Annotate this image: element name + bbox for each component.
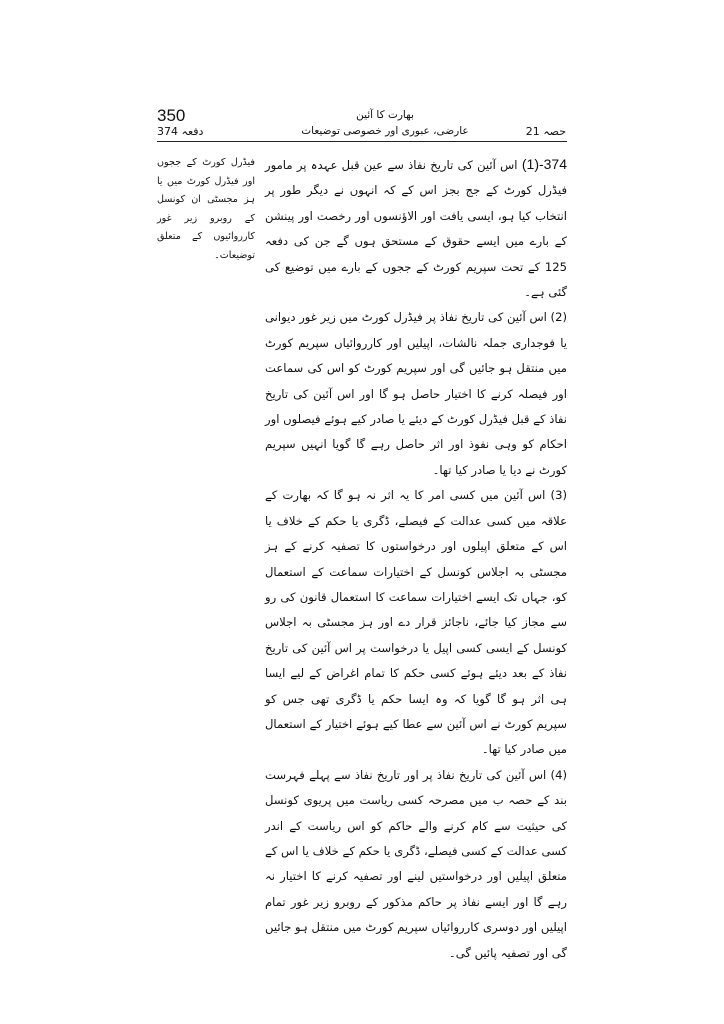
clause-2: (2) اس آئین کی تاریخ نفاذ پر فیڈرل کورٹ میں زیر غور دیوانی یا فوجداری جملہ نالشات، اپیلیں اور کارروائیاں سپریم کورٹ میں منتقل ہو جائیں گی اور سپریم کورٹ کو اس کی سماعت اور فیصلہ کرنے کا اختیار حاصل ہو گا اور اس آئین کی تاریخ نفاذ کے قبل فیڈرل کورٹ کے دیئے یا صادر کیے ہوئے فیصلوں اور احکام کو وہی نفوذ اور اثر حاصل رہے گا گویا انہیں سپریم کورٹ نے دیا یا صادر کیا تھا۔ <box>265 310 567 477</box>
article-label: دفعہ 374 <box>157 125 204 138</box>
running-title: بھارت کا آئین <box>356 109 414 121</box>
running-subtitle: عارضی، عبوری اور خصوصی توضیعات <box>301 125 469 137</box>
clause-1-text: اس آئین کی تاریخ نفاذ سے عین قبل عہدہ پر مامور فیڈرل کورٹ کے جج بجز اس کے کہ انہوں نے دیگر طور پر انتخاب کیا ہو، ایسی یافت اور الاؤنسوں اور رخصت اور پینشن کے بارے میں ایسے حقوق کے مستحق ہوں گے جن کی دفعہ 125 کے تحت سپریم کورٹ کے ججوں کے بارے میں توضیع کی گئی ہے۔ <box>265 158 567 300</box>
header-divider <box>157 141 567 142</box>
clause-3: (3) اس آئین میں کسی امر کا یہ اثر نہ ہو گا کہ بھارت کے علاقہ میں کسی عدالت کے فیصلے، ڈگری یا حکم کے خلاف یا اس کے متعلق اپیلوں اور درخواستوں کا تصفیہ کرنے کے ہز مجسٹی بہ اجلاس کونسل کے اختیارات سماعت کے استعمال کو، جہاں تک ایسے اختیارات سماعت کا استعمال قانون کی رو سے مجاز کیا جائے، ناجائز قرار دے اور ہز مجسٹی بہ اجلاس کونسل کے ایسی کسی اپیل یا درخواست پر اس آئین کی تاریخ نفاذ کے بعد دیئے ہوئے کسی حکم کا تمام اغراض کے لیے ایسا ہی اثر ہو گا گویا کہ وہ ایسا حکم یا ڈگری تھی جس کو سپریم کورٹ نے اس آئین سے عطا کیے ہوئے اختیار کے استعمال میں صادر کیا تھا۔ <box>265 488 567 757</box>
part-label: حصہ 21 <box>525 125 566 138</box>
margin-note: فیڈرل کورٹ کے ججوں اور فیڈرل کورٹ میں یا ہز مجسٹی ان کونسل کے روبرو زیر غور کارروائیوں کے متعلق توضیعات۔ <box>157 157 255 261</box>
clause-1 <box>265 152 567 305</box>
clause-4: (4) اس آئین کی تاریخ نفاذ پر اور تاریخ نفاذ سے پہلے فہرست بند کے حصہ ب میں مصرحہ کسی ریاست میں پریوی کونسل کی حیثیت سے کام کرنے والے حاکم کو اس ریاست کے اندر کسی عدالت کے کسی فیصلے، ڈگری یا حکم کے خلاف یا اس کے متعلق اپیلیں اور درخواستیں لینے اور تصفیہ کرنے کا اختیار نہ رہے گا اور ایسے نفاذ پر حاکم مذکور کے روبرو زیر غور تمام اپیلیں اور دوسری کارروائیاں سپریم کورٹ میں منتقل ہو جائیں گی اور تصفیہ پائیں گی۔ <box>265 767 567 960</box>
article-body <box>265 152 567 960</box>
page-number: 350 <box>157 106 186 125</box>
article-number: 374-(1) <box>521 156 567 172</box>
